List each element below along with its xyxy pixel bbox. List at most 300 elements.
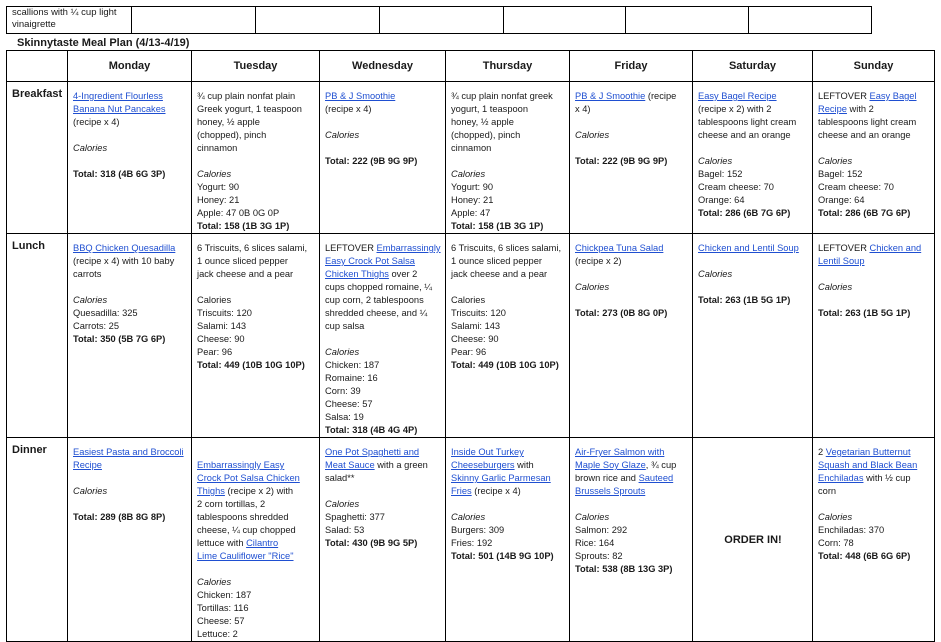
cell-line [451, 90, 565, 103]
cell-text: (chopped), pinch [451, 130, 521, 140]
cell-line [325, 511, 441, 524]
cell-text: Calories [575, 512, 610, 522]
recipe-link[interactable]: Embarrassingly [376, 243, 441, 253]
cell-text: Honey: 21 [451, 195, 494, 205]
cell-line [818, 294, 930, 307]
cell-line [575, 90, 688, 103]
cell-line [451, 103, 565, 116]
recipe-link[interactable]: Easy Bagel [869, 91, 917, 101]
cell-text: Honey: 21 [197, 195, 240, 205]
order-in-label: ORDER IN! [724, 533, 782, 546]
cell-text: Total: 273 (0B 8G 0P) [575, 308, 668, 318]
cell-line [575, 142, 688, 155]
recipe-link[interactable]: Meat Sauce [325, 460, 375, 470]
cell-text: honey, ½ apple [451, 117, 514, 127]
cell-line [73, 472, 187, 485]
recipe-link[interactable]: PB & J Smoothie [575, 91, 646, 101]
cell-text: 2 [818, 447, 826, 457]
cell-text: with [514, 460, 534, 470]
cell-text: ¾ cup plain nonfat greek [451, 91, 553, 101]
cell-line [197, 129, 315, 142]
cell-line [818, 116, 930, 129]
cell-line [698, 181, 808, 194]
cell-text: Total: 501 (14B 9G 10P) [451, 551, 554, 561]
cell-line [575, 294, 688, 307]
cell-line [575, 446, 688, 459]
previous-week-cell [256, 7, 380, 34]
cell-line [325, 242, 441, 255]
cell-text: Cheese: 90 [197, 334, 245, 344]
previous-week-cell: scallions with ¼ cup light vinaigrette [7, 7, 132, 34]
meal-cell [813, 234, 935, 438]
cell-text: Salmon: 292 [575, 525, 628, 535]
cell-text: Triscuits: 120 [197, 308, 252, 318]
cell-line [451, 346, 565, 359]
cell-line [818, 142, 930, 155]
cell-text: Orange: 64 [818, 195, 865, 205]
cell-line [451, 550, 565, 563]
meal-cell [570, 82, 693, 234]
cell-line [197, 537, 315, 550]
cell-text: jack cheese and a pear [197, 269, 294, 279]
cell-line [325, 524, 441, 537]
cell-line [73, 511, 187, 524]
recipe-link[interactable]: Inside Out Turkey [451, 447, 524, 457]
cell-text: Calories [818, 512, 853, 522]
cell-text: Total: 158 (1B 3G 1P) [451, 221, 544, 231]
recipe-link[interactable]: Chicken Thighs [325, 269, 389, 279]
cell-text: Pear: 96 [197, 347, 233, 357]
cell-line [73, 333, 187, 346]
cell-line [575, 459, 688, 472]
cell-line [451, 524, 565, 537]
cell-line [197, 459, 315, 472]
meal-cell [813, 438, 935, 642]
cell-text: Total: 158 (1B 3G 1P) [197, 221, 290, 231]
cell-text: Calories [451, 295, 486, 305]
cell-text: Calories [73, 295, 108, 305]
meal-cell [570, 234, 693, 438]
cell-line [575, 524, 688, 537]
meal-cell [693, 438, 813, 642]
cell-text: Corn: 78 [818, 538, 854, 548]
recipe-link[interactable]: Thighs [197, 486, 225, 496]
cell-text: corn [818, 486, 837, 496]
cell-line [451, 537, 565, 550]
cell-line [818, 103, 930, 116]
recipe-link[interactable]: Chicken and Lentil Soup [698, 243, 799, 253]
cell-text: yogurt, 1 teaspoon [451, 104, 529, 114]
cell-line [451, 142, 565, 155]
cell-line [818, 511, 930, 524]
meal-cell [192, 438, 320, 642]
meal-label: Lunch [7, 234, 68, 438]
cell-line [451, 359, 565, 372]
cell-line [575, 242, 688, 255]
cell-line [73, 281, 187, 294]
cell-line [197, 116, 315, 129]
cell-text: , ¾ cup [645, 460, 677, 470]
cell-line [575, 511, 688, 524]
cell-line [325, 103, 441, 116]
previous-week-cell [132, 7, 256, 34]
recipe-link[interactable]: Crock Pot Salsa Chicken [197, 473, 300, 483]
cell-text: lettuce with [197, 538, 247, 548]
cell-line [325, 320, 441, 333]
meal-row-lunch [7, 234, 935, 438]
cell-text: Salad: 53 [325, 525, 365, 535]
cell-line [197, 359, 315, 372]
cell-text: Calories [818, 282, 853, 292]
recipe-link[interactable]: Cilantro [246, 538, 279, 548]
recipe-link[interactable]: Banana Nut Pancakes [73, 104, 166, 114]
cell-line [73, 446, 187, 459]
cell-line [818, 485, 930, 498]
cell-text: LEFTOVER [325, 243, 377, 253]
meal-cell [446, 438, 570, 642]
order-in-label-wrap [698, 446, 808, 634]
cell-line [818, 194, 930, 207]
cell-line [325, 346, 441, 359]
cell-line [197, 255, 315, 268]
cell-text: Total: 263 (1B 5G 1P) [818, 308, 911, 318]
recipe-link[interactable]: Chickpea Tuna Salad [575, 243, 664, 253]
cell-line [698, 116, 808, 129]
cell-line [73, 103, 187, 116]
cell-text: shredded cheese, and ¼ [325, 308, 428, 318]
cell-line [575, 255, 688, 268]
cell-text: carrots [73, 269, 102, 279]
cell-text: (chopped), pinch [197, 130, 267, 140]
recipe-link[interactable]: Enchiladas [818, 473, 864, 483]
recipe-link[interactable]: Lime Cauliflower "Rice" [197, 551, 294, 561]
cell-text: Rice: 164 [575, 538, 615, 548]
cell-text: Total: 350 (5B 7G 6P) [73, 334, 166, 344]
cell-line [818, 459, 930, 472]
cell-text: Calories [451, 512, 486, 522]
day-header: Friday [570, 51, 693, 82]
meal-cell [68, 82, 192, 234]
cell-line [197, 90, 315, 103]
cell-line [197, 294, 315, 307]
previous-week-strip [0, 0, 941, 32]
cell-line [73, 116, 187, 129]
cell-line [325, 294, 441, 307]
recipe-link[interactable]: One Pot Spaghetti and [325, 447, 420, 457]
meal-label: Breakfast [7, 82, 68, 234]
previous-week-cell [626, 7, 749, 34]
recipe-link[interactable]: Recipe [73, 460, 102, 470]
cell-text: with a green [374, 460, 428, 470]
meal-cell [693, 82, 813, 234]
cell-line [451, 129, 565, 142]
cell-line [818, 90, 930, 103]
cell-text: Cheese: 57 [197, 616, 245, 626]
cell-text: Triscuits: 120 [451, 308, 506, 318]
cell-line [818, 129, 930, 142]
cell-text: Bagel: 152 [818, 169, 863, 179]
recipe-link[interactable]: Brussels Sprouts [575, 486, 646, 496]
cell-text: Calories [73, 486, 108, 496]
cell-line [197, 142, 315, 155]
cell-text: cinnamon [451, 143, 492, 153]
recipe-link[interactable]: Easy Crock Pot Salsa [325, 256, 415, 266]
cell-text: with ½ cup [863, 473, 911, 483]
cell-text: Cream cheese: 70 [818, 182, 894, 192]
cell-line [197, 242, 315, 255]
cell-text: Yogurt: 90 [197, 182, 240, 192]
cell-text: Total: 263 (1B 5G 1P) [698, 295, 791, 305]
meal-cell [68, 438, 192, 642]
cell-line [451, 207, 565, 220]
cell-line [197, 268, 315, 281]
cell-text: Apple: 47 0B 0G 0P [197, 208, 280, 218]
cell-line [197, 155, 315, 168]
cell-line [197, 524, 315, 537]
cell-text: salad** [325, 473, 355, 483]
cell-line [451, 181, 565, 194]
recipe-link[interactable]: Embarrassingly Easy [197, 460, 285, 470]
cell-line [575, 485, 688, 498]
cell-text: Calories [451, 169, 486, 179]
cell-text: cinnamon [197, 143, 238, 153]
cell-text: over 2 [388, 269, 418, 279]
meal-cell [446, 82, 570, 234]
cell-line [197, 472, 315, 485]
cell-text: Bagel: 152 [698, 169, 743, 179]
cell-text: cup corn, 2 tablespoons [325, 295, 424, 305]
cell-line [818, 550, 930, 563]
previous-week-cell [380, 7, 504, 34]
cell-line [818, 268, 930, 281]
cell-line [818, 155, 930, 168]
cell-line [73, 142, 187, 155]
recipe-link[interactable]: PB & J Smoothie [325, 91, 396, 101]
cell-line [325, 333, 441, 346]
cell-line [698, 103, 808, 116]
recipe-link[interactable]: Air-Fryer Salmon with [575, 447, 665, 457]
cell-line [575, 281, 688, 294]
cell-line [451, 333, 565, 346]
cell-line [818, 168, 930, 181]
cell-line [818, 181, 930, 194]
cell-text: Chicken: 187 [325, 360, 380, 370]
cell-line [325, 155, 441, 168]
cell-text: Burgers: 309 [451, 525, 505, 535]
cell-text: Total: 449 (10B 10G 10P) [197, 360, 305, 370]
cell-text: Spaghetti: 377 [325, 512, 385, 522]
cell-line [698, 90, 808, 103]
previous-week-cell [749, 7, 872, 34]
day-header: Wednesday [320, 51, 446, 82]
cell-line [197, 550, 315, 563]
cell-line [197, 511, 315, 524]
recipe-link[interactable]: Sauteed [638, 473, 674, 483]
cell-line [575, 537, 688, 550]
cell-line [698, 142, 808, 155]
day-header: Tuesday [192, 51, 320, 82]
cell-line [325, 446, 441, 459]
cell-line [197, 194, 315, 207]
recipe-link[interactable]: Fries [451, 486, 472, 496]
cell-line [73, 155, 187, 168]
cell-text: (recipe x 4) [73, 117, 120, 127]
cell-line [451, 320, 565, 333]
cell-line [197, 103, 315, 116]
cell-text: tablespoons light cream [818, 117, 917, 127]
cell-line [197, 602, 315, 615]
cell-text: Total: 286 (6B 7G 6P) [698, 208, 791, 218]
cell-line [197, 281, 315, 294]
cell-line [451, 459, 565, 472]
cell-line [73, 294, 187, 307]
recipe-link[interactable]: Recipe [818, 104, 847, 114]
cell-line [325, 281, 441, 294]
meal-cell [320, 234, 446, 438]
cell-line [197, 485, 315, 498]
cell-line [197, 307, 315, 320]
cell-text: (recipe x 2) with 2 [698, 104, 772, 114]
meal-cell [192, 82, 320, 234]
cell-line [818, 446, 930, 459]
cell-line [197, 181, 315, 194]
cell-text: LEFTOVER [818, 91, 870, 101]
cell-line [451, 155, 565, 168]
corner-header [7, 51, 68, 82]
cell-line [451, 194, 565, 207]
meal-cell [813, 82, 935, 234]
cell-line [197, 589, 315, 602]
meal-cell [320, 82, 446, 234]
cell-text: Calories [575, 130, 610, 140]
meal-cell [68, 234, 192, 438]
meal-label: Dinner [7, 438, 68, 642]
cell-text: Total: 538 (8B 13G 3P) [575, 564, 673, 574]
cell-line [325, 129, 441, 142]
cell-line [197, 498, 315, 511]
cell-line [197, 576, 315, 589]
cell-line [197, 615, 315, 628]
day-header: Saturday [693, 51, 813, 82]
cell-line [451, 446, 565, 459]
cell-line [73, 307, 187, 320]
cell-line [451, 498, 565, 511]
cell-line [575, 116, 688, 129]
cell-line [451, 485, 565, 498]
recipe-link[interactable]: Easiest Pasta and Broccoli [73, 447, 184, 457]
meal-plan-table [6, 50, 935, 642]
cell-text: Total: 318 (4B 6G 3P) [73, 169, 166, 179]
cell-text: Cheese: 57 [325, 399, 373, 409]
cell-line [451, 294, 565, 307]
cell-line [818, 537, 930, 550]
cell-text: 2 corn tortillas, 2 [197, 499, 266, 509]
cell-line [197, 563, 315, 576]
cell-text: jack cheese and a pear [451, 269, 548, 279]
recipe-link[interactable]: BBQ Chicken Quesadilla [73, 243, 176, 253]
cell-text: Calories [698, 269, 733, 279]
meal-row-dinner [7, 438, 935, 642]
cell-text: (recipe x 4) [325, 104, 372, 114]
cell-line [698, 194, 808, 207]
cell-line [325, 537, 441, 550]
day-header-row [7, 51, 935, 82]
cell-text: Calories [698, 156, 733, 166]
cell-line [325, 459, 441, 472]
cell-text: x 4) [575, 104, 591, 114]
cell-line [451, 511, 565, 524]
cell-line [451, 307, 565, 320]
cell-line [73, 459, 187, 472]
cell-text: (recipe [645, 91, 677, 101]
cell-line [451, 168, 565, 181]
cell-line [325, 90, 441, 103]
cell-line [325, 142, 441, 155]
cell-line [698, 255, 808, 268]
cell-line [325, 398, 441, 411]
cell-text: Cheese: 90 [451, 334, 499, 344]
cell-text: Carrots: 25 [73, 321, 119, 331]
recipe-link[interactable]: Cheeseburgers [451, 460, 515, 470]
cell-line [451, 116, 565, 129]
recipe-link[interactable]: Skinny Garlic Parmesan [451, 473, 551, 483]
cell-text: Total: 448 (6B 6G 6P) [818, 551, 911, 561]
cell-line [451, 242, 565, 255]
recipe-link[interactable]: Maple Soy Glaze [575, 460, 646, 470]
cell-line [818, 524, 930, 537]
recipe-link[interactable]: Easy Bagel Recipe [698, 91, 777, 101]
cell-line [451, 281, 565, 294]
cell-text: Total: 222 (9B 9G 9P) [575, 156, 668, 166]
cell-text: Calories [73, 143, 108, 153]
cell-line [197, 207, 315, 220]
recipe-link[interactable]: Lentil Soup [818, 256, 865, 266]
cell-line [698, 281, 808, 294]
cell-line [818, 207, 930, 220]
cell-line [818, 281, 930, 294]
cell-line [197, 168, 315, 181]
recipe-link[interactable]: Chicken and [869, 243, 922, 253]
cell-text: Apple: 47 [451, 208, 491, 218]
recipe-link[interactable]: 4-Ingredient Flourless [73, 91, 163, 101]
cell-text: cheese and an orange [818, 130, 911, 140]
cell-text: (recipe x 4) with 10 baby [73, 256, 175, 266]
meal-cell [693, 234, 813, 438]
cell-text: Calories [325, 347, 360, 357]
cell-text: honey, ½ apple [197, 117, 260, 127]
recipe-link[interactable]: Squash and Black Bean [818, 460, 918, 470]
cell-text: Calories [197, 577, 232, 587]
day-header: Monday [68, 51, 192, 82]
cell-text: Lettuce: 2 [197, 629, 238, 639]
cell-text: Salami: 143 [451, 321, 501, 331]
cell-text: LEFTOVER [818, 243, 870, 253]
cell-line [197, 220, 315, 233]
cell-line [575, 550, 688, 563]
page-title: Skinnytaste Meal Plan (4/13-4/19) [17, 37, 190, 49]
cell-line [73, 320, 187, 333]
cell-line [818, 307, 930, 320]
cell-text: Total: 289 (8B 8G 8P) [73, 512, 166, 522]
cell-text: Total: 318 (4B 4G 4P) [325, 425, 418, 435]
cell-line [698, 268, 808, 281]
cell-text: brown rice and [575, 473, 639, 483]
cell-text: Total: 449 (10B 10G 10P) [451, 360, 559, 370]
cell-text: cups chopped romaine, ¼ [325, 282, 432, 292]
cell-text: with 2 [846, 104, 874, 114]
cell-line [325, 424, 441, 437]
recipe-link[interactable]: Vegetarian Butternut [825, 447, 911, 457]
